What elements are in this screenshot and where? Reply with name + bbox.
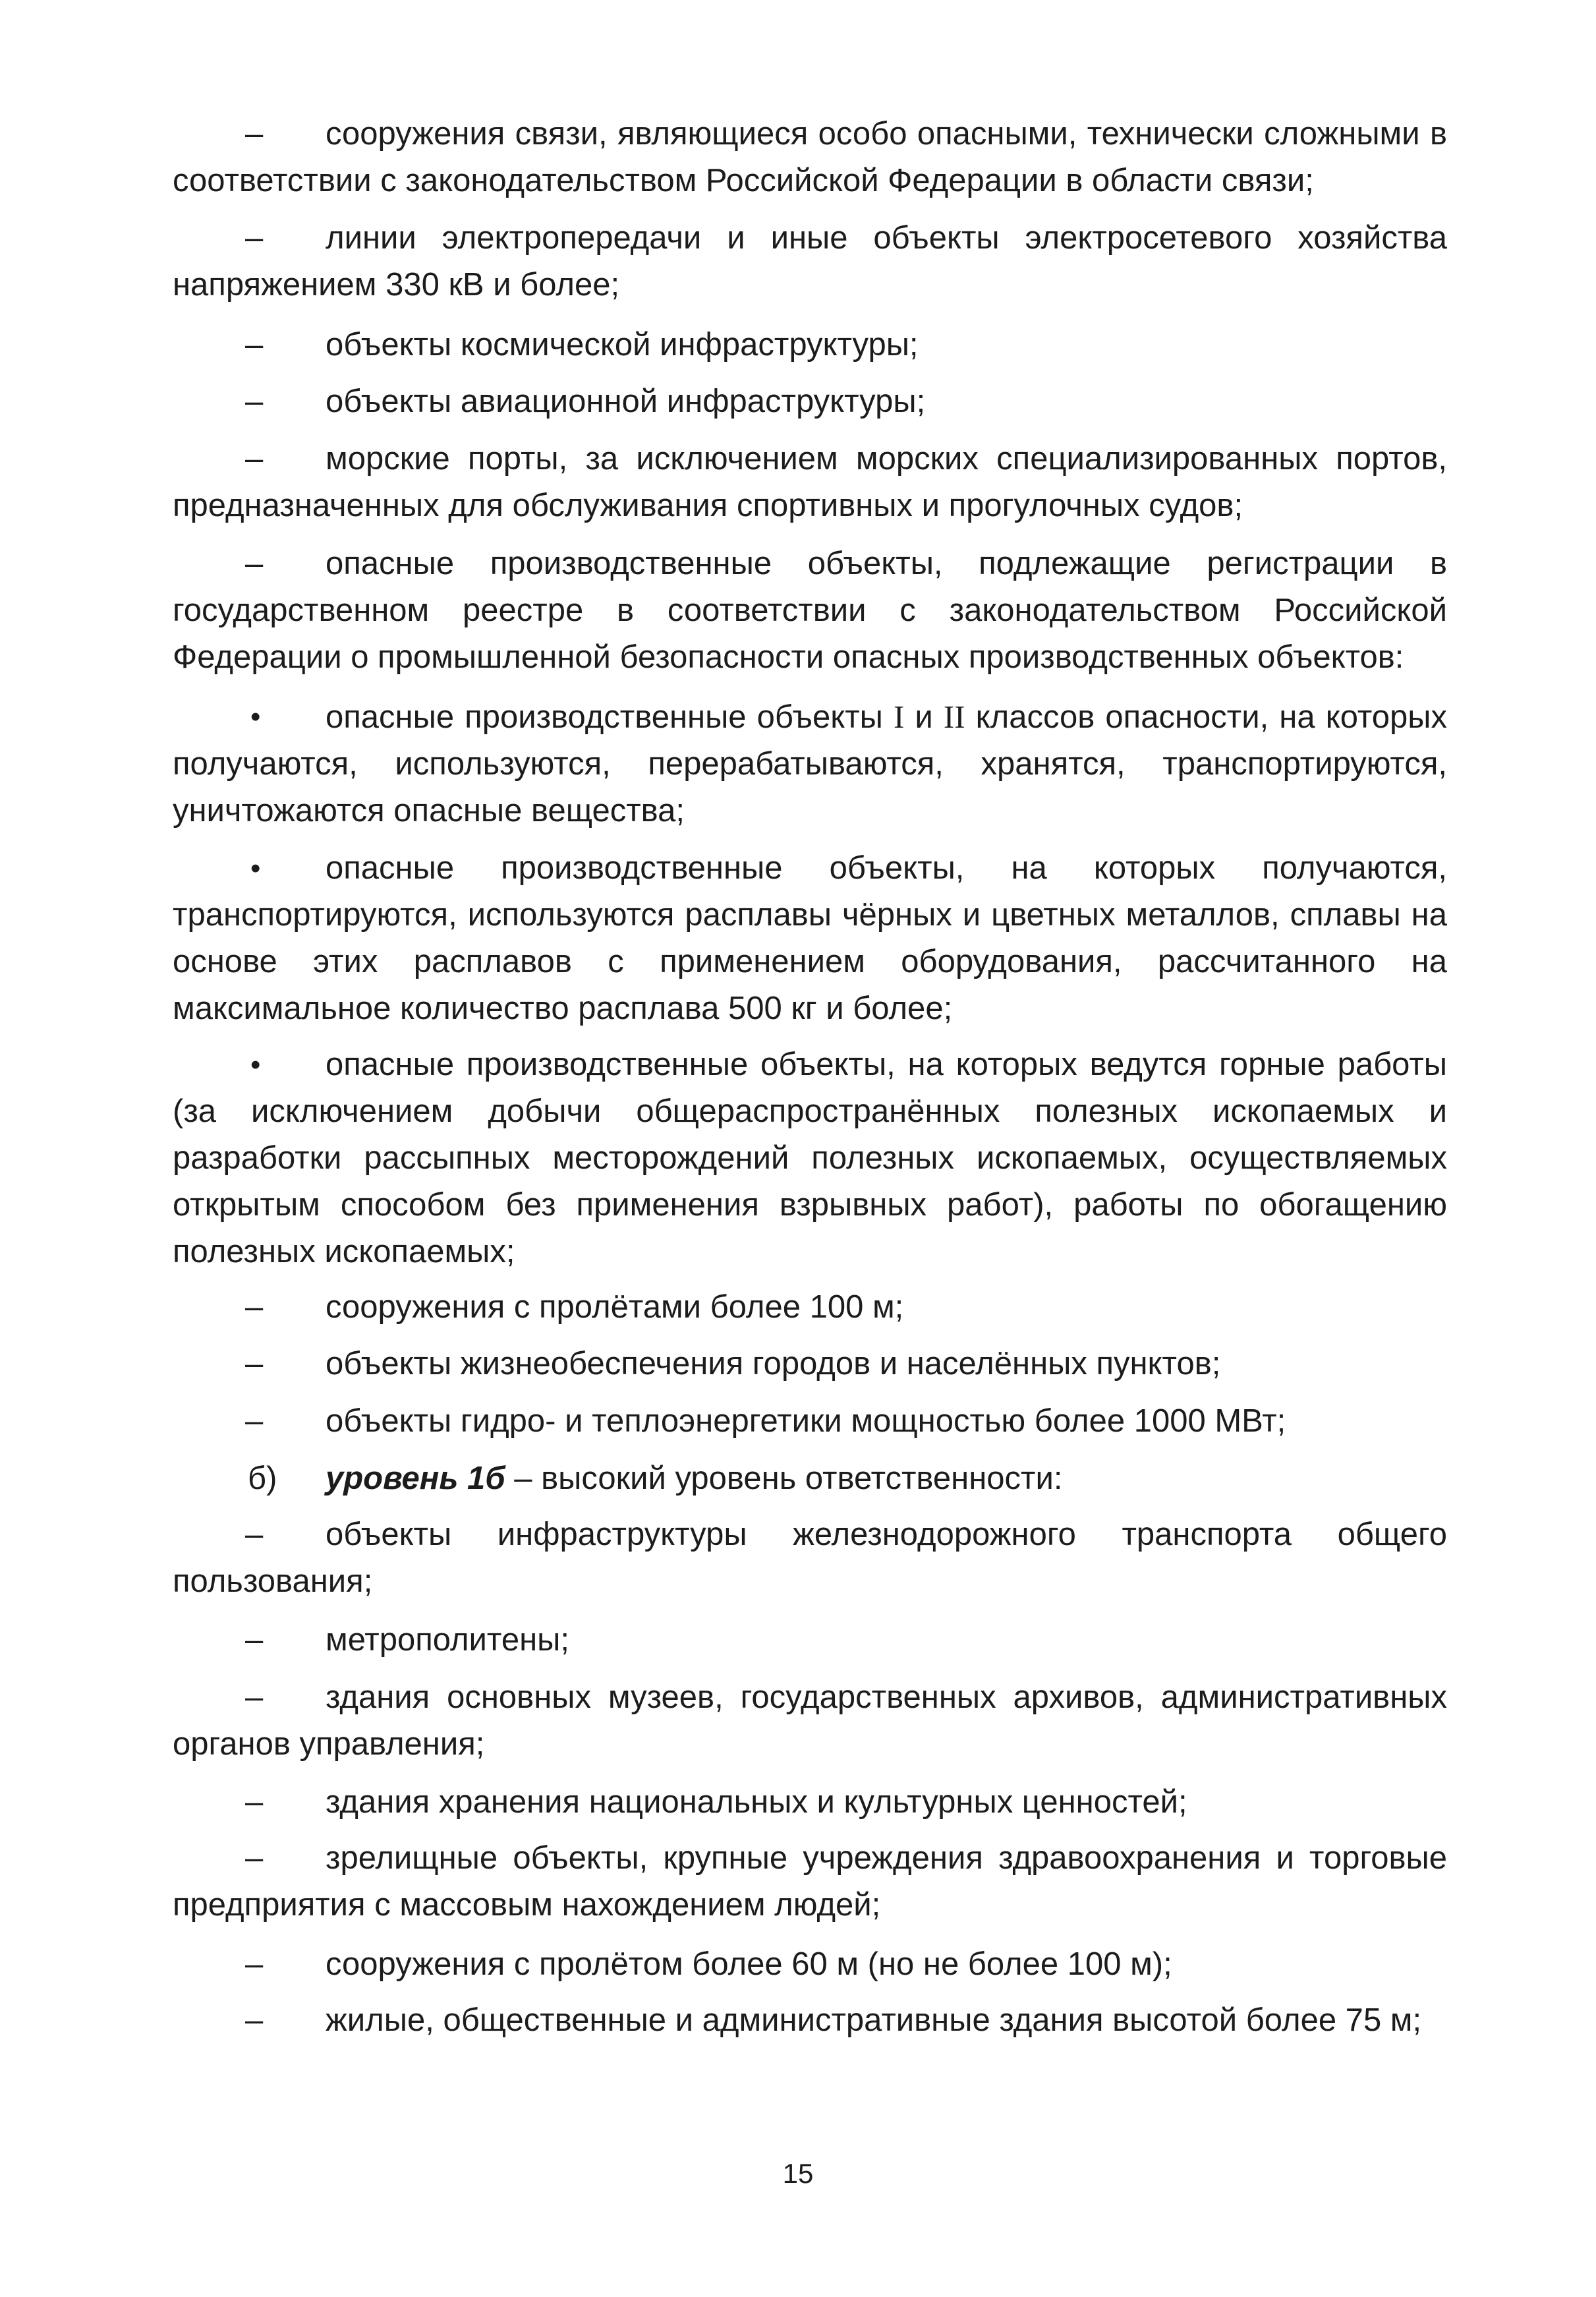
dash-marker: – [245, 1289, 264, 1325]
list-item [173, 378, 1447, 425]
item-text: опасные производственные объекты, на которых получаются, транспортируются, используются расплавы чёрных и цветных металлов, сплавы на основе этих расплавов с применением оборудования, рассчитанного на максимальное количество расплава 500 кг и более; [173, 850, 1447, 1026]
letter-marker: б) [248, 1461, 277, 1496]
dash-marker: – [245, 384, 264, 419]
dash-marker: – [245, 220, 264, 256]
dash-marker: – [245, 2002, 264, 2038]
roman-numeral: I [893, 699, 905, 735]
list-item [173, 1398, 1447, 1445]
list-item [173, 1341, 1447, 1387]
level-term: уровень 1б [326, 1461, 505, 1496]
dash-marker: – [245, 1679, 264, 1715]
list-item [173, 1284, 1447, 1331]
page-number: 15 [782, 2158, 814, 2189]
list-item [173, 1779, 1447, 1826]
bullet-marker: • [250, 1049, 261, 1081]
list-item [173, 1941, 1447, 1988]
list-item [173, 1835, 1447, 1929]
list-item [173, 111, 1447, 204]
item-text: сооружения связи, являющиеся особо опасными, технически сложными в соответствии с законодательством Российской Федерации в области связи; [173, 116, 1447, 198]
item-text: сооружения с пролётом более 60 м (но не более 100 м); [326, 1946, 1172, 1982]
list-item [173, 322, 1447, 368]
item-text: объекты космической инфраструктуры; [326, 327, 919, 363]
dash-marker: – [245, 1517, 264, 1552]
list-item [173, 845, 1447, 1032]
list-item [173, 215, 1447, 308]
item-text: и [904, 699, 944, 735]
item-text: морские порты, за исключением морских специализированных портов, предназначенных для обслуживания спортивных и прогулочных судов; [173, 441, 1447, 523]
dash-marker: – [245, 116, 264, 152]
list-item [173, 693, 1447, 834]
item-text: опасные производственные объекты [326, 699, 894, 735]
list-item [173, 1997, 1447, 2044]
item-text: объекты гидро- и теплоэнергетики мощностью более 1000 МВт; [326, 1403, 1286, 1439]
dash-marker: – [245, 441, 264, 477]
bullet-marker: • [250, 852, 261, 885]
list-item [173, 1511, 1447, 1605]
item-text: объекты жизнеобеспечения городов и населённых пунктов; [326, 1346, 1221, 1381]
dash-marker: – [245, 1784, 264, 1820]
list-item [173, 1674, 1447, 1768]
item-text: объекты авиационной инфраструктуры; [326, 384, 926, 419]
item-text: объекты инфраструктуры железнодорожного транспорта общего пользования; [173, 1517, 1447, 1599]
dash-marker: – [245, 327, 264, 363]
list-item [173, 1455, 1447, 1502]
list-item [173, 540, 1447, 681]
item-text: жилые, общественные и административные здания высотой более 75 м; [326, 2002, 1422, 2038]
item-text: классов опасности, на которых получаются, используются, перерабатываются, хранятся, транспортируются, уничтожаются опасные вещества; [173, 699, 1447, 829]
list-item [173, 1617, 1447, 1664]
item-text: здания основных музеев, государственных архивов, административных органов управления; [173, 1679, 1447, 1762]
dash-marker: – [245, 1622, 264, 1658]
item-text: зрелищные объекты, крупные учреждения здравоохранения и торговые предприятия с массовым нахождением людей; [173, 1840, 1447, 1923]
item-text: сооружения с пролётами более 100 м; [326, 1289, 904, 1325]
item-text: линии электропередачи и иные объекты электросетевого хозяйства напряжением 330 кВ и более; [173, 220, 1447, 303]
dash-marker: – [245, 1346, 264, 1381]
item-text: здания хранения национальных и культурных ценностей; [326, 1784, 1187, 1820]
item-text: метрополитены; [326, 1622, 569, 1658]
item-text: – высокий уровень ответственности: [505, 1461, 1063, 1496]
roman-numeral: II [943, 699, 965, 735]
dash-marker: – [245, 1403, 264, 1439]
item-text: опасные производственные объекты, подлежащие регистрации в государственном реестре в соответствии с законодательством Российской Федерации о промышленной безопасности опасных производственных объектов: [173, 546, 1447, 675]
list-item [173, 436, 1447, 529]
dash-marker: – [245, 1840, 264, 1876]
item-text: опасные производственные объекты, на которых ведутся горные работы (за исключением добычи общераспространённых полезных ископаемых и разработки рассыпных месторождений полезных ископаемых, осуществляемых открытым способом без применения взрывных работ), работы по обогащению полезных ископаемых; [173, 1047, 1447, 1269]
dash-marker: – [245, 1946, 264, 1982]
dash-marker: – [245, 546, 264, 581]
bullet-marker: • [250, 701, 261, 733]
list-item [173, 1041, 1447, 1275]
